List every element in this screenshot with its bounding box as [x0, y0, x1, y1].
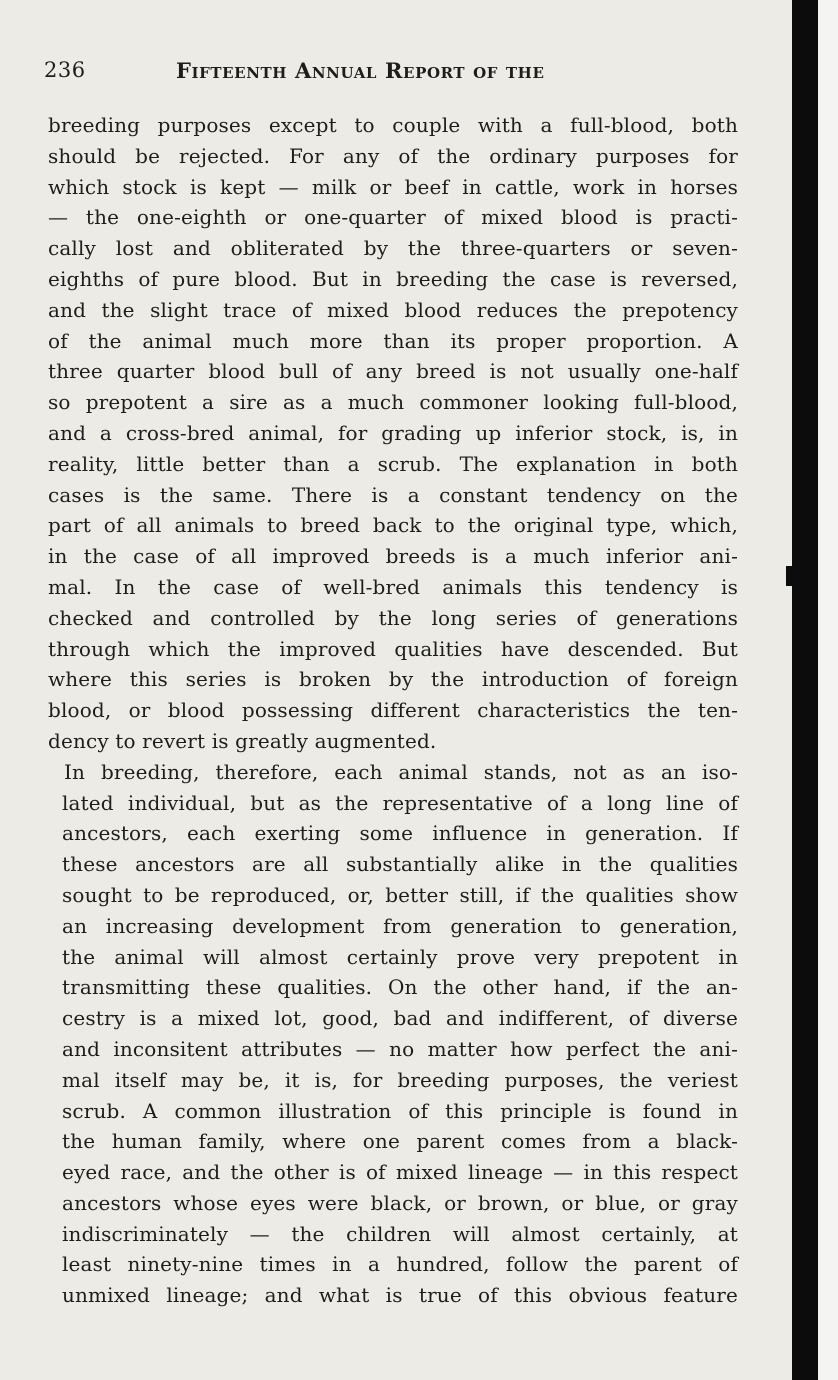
text-line: part of all animals to breed back to the original type, which, — [48, 513, 738, 538]
text-line: scrub. A common illustration of this principle is found in — [62, 1098, 738, 1123]
text-line: and a cross-bred animal, for grading up inferior stock, is, in — [48, 420, 738, 445]
text-line: which stock is kept — milk or beef in cattle, work in horses — [48, 174, 738, 199]
text-line: so prepotent a sire as a much commoner looking full-blood, — [48, 390, 738, 415]
text-line: where this series is broken by the introduction of foreign — [48, 667, 738, 692]
text-line: transmitting these qualities. On the other hand, if the an- — [62, 975, 738, 1000]
text-line: — the one-eighth or one-quarter of mixed blood is practi- — [48, 205, 738, 230]
text-line: of the animal much more than its proper proportion. A — [48, 328, 738, 353]
text-line: an increasing development from generation to generation, — [62, 913, 738, 938]
text-line: lated individual, but as the representative of a long line of — [62, 790, 738, 815]
text-line: the human family, where one parent comes from a black- — [62, 1129, 738, 1154]
text-line: cally lost and obliterated by the three-quarters or seven- — [48, 236, 738, 261]
text-line: through which the improved qualities have descended. But — [48, 636, 738, 661]
text-line: unmixed lineage; and what is true of this obvious feature — [62, 1283, 738, 1308]
text-line: blood, or blood possessing different characteristics the ten- — [48, 698, 738, 723]
text-line: In breeding, therefore, each animal stands, not as an iso- — [64, 759, 738, 784]
paragraph-1 — [48, 110, 738, 757]
text-line: eyed race, and the other is of mixed lineage — in this respect — [62, 1160, 738, 1185]
text-line: eighths of pure blood. But in breeding the case is reversed, — [48, 266, 738, 291]
text-line: indiscriminately — the children will almost certainly, at — [62, 1221, 738, 1246]
running-head — [0, 52, 792, 86]
text-line: least ninety-nine times in a hundred, follow the parent of — [62, 1252, 738, 1277]
paragraph-2 — [48, 757, 738, 1311]
text-line: and inconsitent attributes — no matter how perfect the ani- — [62, 1036, 738, 1061]
text-line: dency to revert is greatly augmented. — [48, 728, 437, 753]
running-title: Fifteenth Annual Report of the — [176, 58, 545, 83]
text-line: mal. In the case of well-bred animals this tendency is — [48, 574, 738, 599]
text-line: checked and controlled by the long series of generations — [48, 605, 738, 630]
text-line: should be rejected. For any of the ordinary purposes for — [48, 143, 738, 168]
text-line: the animal will almost certainly prove very prepotent in — [62, 944, 738, 969]
text-line: ancestors, each exerting some influence in generation. If — [62, 821, 738, 846]
text-line: in the case of all improved breeds is a much inferior ani- — [48, 544, 738, 569]
text-line: cestry is a mixed lot, good, bad and indifferent, of diverse — [62, 1006, 738, 1031]
text-line: cases is the same. There is a constant tendency on the — [48, 482, 738, 507]
page-margin-background — [818, 0, 838, 1380]
text-line: mal itself may be, it is, for breeding purposes, the veriest — [62, 1067, 738, 1092]
page-number: 236 — [44, 58, 86, 82]
text-line: reality, little better than a scrub. The explanation in both — [48, 451, 738, 476]
text-line: ancestors whose eyes were black, or brown, or blue, or gray — [62, 1190, 738, 1215]
body-text — [48, 110, 738, 1311]
text-line: these ancestors are all substantially alike in the qualities — [62, 852, 738, 877]
text-line: and the slight trace of mixed blood reduces the prepotency — [48, 297, 738, 322]
text-line: breeding purposes except to couple with a full-blood, both — [48, 113, 738, 137]
book-spine-shadow — [792, 0, 818, 1380]
text-line: three quarter blood bull of any breed is not usually one-half — [48, 359, 738, 384]
text-line: sought to be reproduced, or, better still, if the qualities show — [62, 882, 738, 907]
spine-notch — [786, 566, 796, 586]
